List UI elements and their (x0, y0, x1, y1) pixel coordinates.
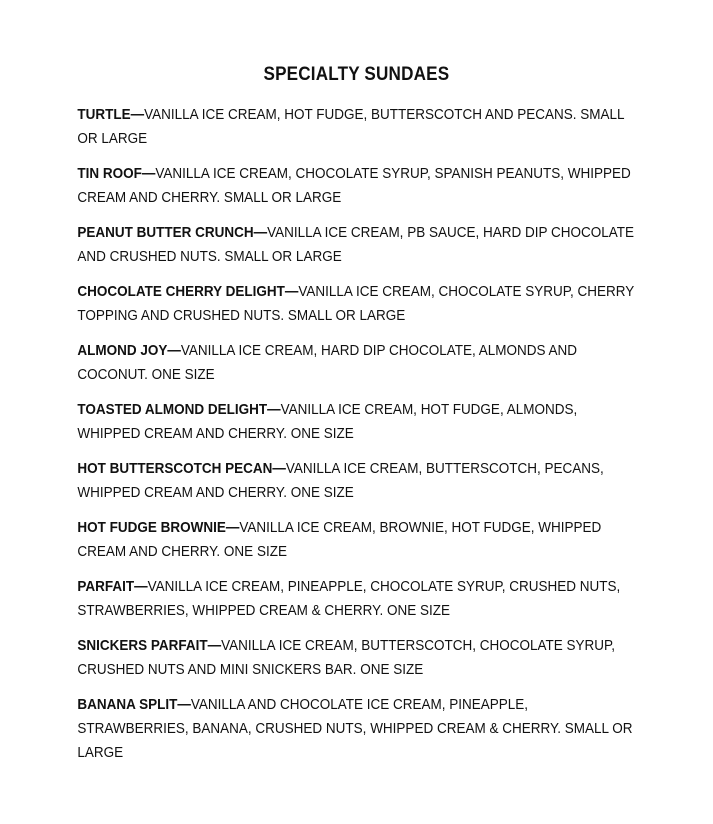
menu-item (77, 634, 637, 682)
item-name: HOT FUDGE BROWNIE (77, 519, 226, 536)
menu-item (77, 280, 637, 328)
menu-item-list (0, 103, 713, 765)
item-separator: — (167, 342, 181, 359)
item-separator: — (267, 401, 281, 418)
item-name: CHOCOLATE CHERRY DELIGHT (77, 283, 285, 300)
item-description: VANILLA ICE CREAM, HARD DIP CHOCOLATE, ALMONDS AND COCONUT. ONE SIZE (77, 342, 578, 383)
menu-item (77, 575, 637, 623)
menu-item (77, 162, 637, 210)
item-description: VANILLA AND CHOCOLATE ICE CREAM, PINEAPPLE, STRAWBERRIES, BANANA, CRUSHED NUTS, WHIPPED CREAM & CHERRY. SMALL OR LARGE (77, 696, 633, 761)
item-separator: — (141, 165, 156, 182)
menu-item (77, 516, 637, 564)
item-separator: — (207, 637, 222, 654)
page-title: SPECIALTY SUNDAES (263, 64, 450, 85)
item-description: VANILLA ICE CREAM, BUTTERSCOTCH, CHOCOLATE SYRUP, CRUSHED NUTS AND MINI SNICKERS BAR. ONE SIZE (77, 637, 615, 678)
item-separator: — (130, 106, 145, 123)
item-name: BANANA SPLIT (77, 696, 178, 713)
menu-item (77, 457, 637, 505)
item-separator: — (177, 696, 191, 713)
menu-item (77, 103, 637, 151)
item-description: VANILLA ICE CREAM, BROWNIE, HOT FUDGE, WHIPPED CREAM AND CHERRY. ONE SIZE (77, 519, 602, 560)
item-name: TOASTED ALMOND DELIGHT (77, 401, 268, 418)
menu-item (77, 398, 637, 446)
item-name: TIN ROOF (77, 165, 142, 182)
item-description: VANILLA ICE CREAM, HOT FUDGE, BUTTERSCOTCH AND PECANS. SMALL OR LARGE (77, 106, 625, 147)
item-description: VANILLA ICE CREAM, CHOCOLATE SYRUP, SPANISH PEANUTS, WHIPPED CREAM AND CHERRY. SMALL OR LARGE (77, 165, 631, 206)
item-description: VANILLA ICE CREAM, PINEAPPLE, CHOCOLATE SYRUP, CRUSHED NUTS, STRAWBERRIES, WHIPPED CREAM & CHERRY. ONE SIZE (77, 578, 621, 619)
item-name: SNICKERS PARFAIT (77, 637, 208, 654)
item-description: VANILLA ICE CREAM, HOT FUDGE, ALMONDS, WHIPPED CREAM AND CHERRY. ONE SIZE (77, 401, 578, 442)
item-separator: — (225, 519, 240, 536)
item-description: VANILLA ICE CREAM, CHOCOLATE SYRUP, CHERRY TOPPING AND CRUSHED NUTS. SMALL OR LARGE (77, 283, 635, 324)
item-separator: — (272, 460, 286, 477)
item-description: VANILLA ICE CREAM, PB SAUCE, HARD DIP CHOCOLATE AND CRUSHED NUTS. SMALL OR LARGE (77, 224, 634, 265)
menu-item (77, 693, 637, 765)
item-separator: — (253, 224, 268, 241)
menu-item (77, 221, 637, 269)
item-description: VANILLA ICE CREAM, BUTTERSCOTCH, PECANS, WHIPPED CREAM AND CHERRY. ONE SIZE (77, 460, 604, 501)
item-name: ALMOND JOY (77, 342, 168, 359)
menu-item (77, 339, 637, 387)
item-separator: — (134, 578, 148, 595)
item-name: TURTLE (77, 106, 131, 123)
item-separator: — (284, 283, 299, 300)
item-name: HOT BUTTERSCOTCH PECAN (77, 460, 273, 477)
item-name: PARFAIT (77, 578, 135, 595)
item-name: PEANUT BUTTER CRUNCH (77, 224, 254, 241)
